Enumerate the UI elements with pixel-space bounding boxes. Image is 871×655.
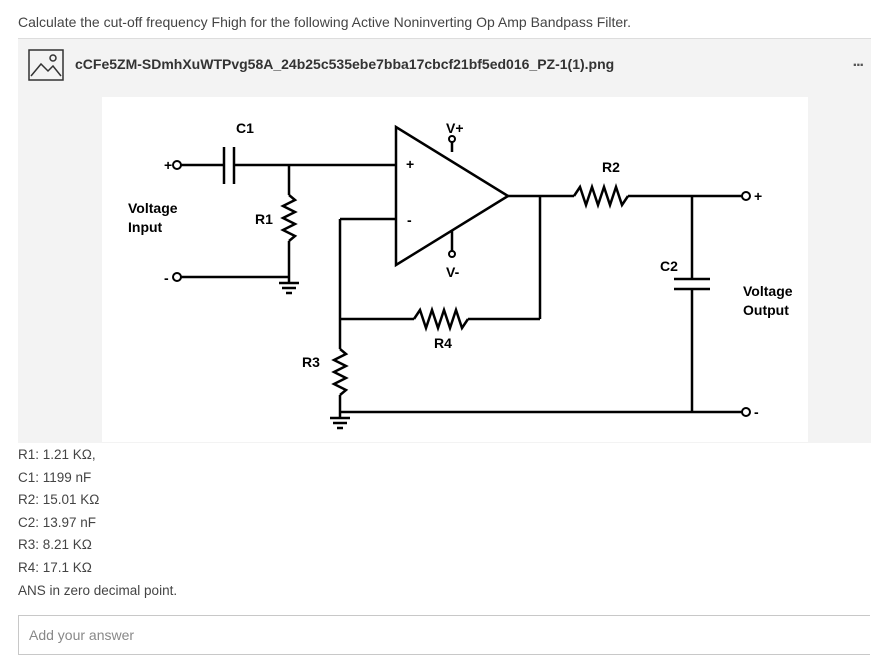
value-c2: C2: 13.97 nF (18, 514, 97, 530)
value-c1: C1: 1199 nF (18, 469, 92, 485)
output-plus-sign: + (754, 188, 763, 204)
voltage-output-label-2: Output (743, 302, 789, 318)
value-r2: R2: 15.01 KΩ (18, 492, 100, 508)
value-r1: R1: 1.21 KΩ, (18, 447, 96, 462)
circuit-diagram (102, 97, 808, 442)
more-options-icon[interactable]: ... (852, 53, 863, 70)
output-minus-sign: - (754, 404, 759, 420)
r2-label: R2 (602, 159, 620, 175)
answer-instruction: ANS in zero decimal point. (18, 582, 178, 598)
value-r4: R4: 17.1 KΩ (18, 559, 92, 575)
question-text: Calculate the cut-off frequency Fhigh for the following Active Noninverting Op Amp Bandpass Filter. (18, 14, 631, 30)
attachment-file-name[interactable]: cCFe5ZM-SDmhXuWTPvg58A_24b25c535ebe7bba17cbcf21bf5ed016_PZ-1(1).png (75, 56, 615, 72)
answer-box (18, 615, 870, 655)
answer-input[interactable] (19, 616, 870, 654)
voltage-output-label-1: Voltage (743, 283, 793, 299)
c2-label: C2 (660, 258, 678, 274)
value-r3: R3: 8.21 KΩ (18, 537, 92, 553)
inverting-sign: - (407, 212, 412, 228)
r3-label: R3 (302, 354, 320, 370)
r1-label: R1 (255, 211, 273, 227)
image-icon (28, 49, 64, 81)
component-values (18, 444, 177, 602)
circuit-svg (102, 97, 808, 442)
voltage-input-label-1: Voltage (128, 200, 178, 216)
vplus-label: V+ (446, 120, 464, 136)
r4-label: R4 (434, 335, 452, 351)
noninverting-sign: + (406, 156, 415, 172)
input-plus-sign: + (164, 157, 173, 173)
c1-label: C1 (236, 120, 254, 136)
input-minus-sign: - (164, 270, 169, 286)
attachment-header (18, 39, 871, 91)
vminus-label: V- (446, 264, 460, 280)
attachment-card (18, 38, 871, 443)
voltage-input-label-2: Input (128, 219, 163, 235)
